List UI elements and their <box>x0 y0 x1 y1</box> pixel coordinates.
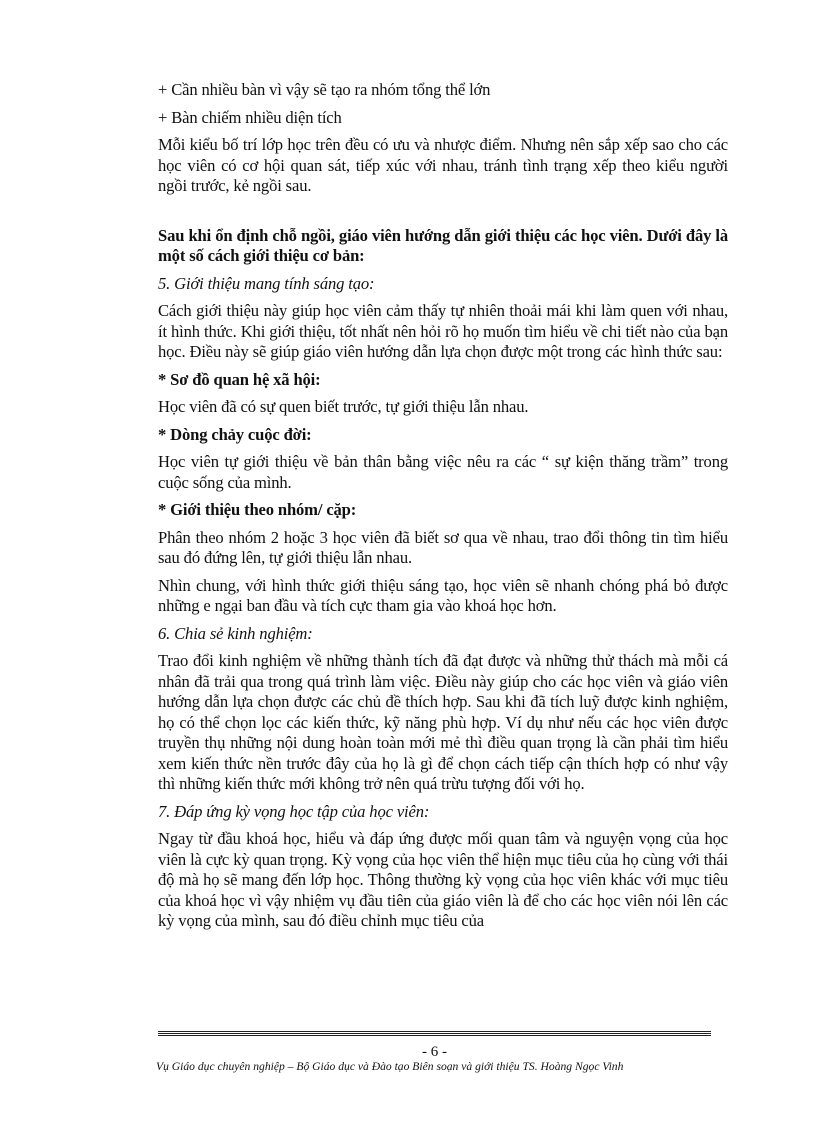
bold-heading: * Sơ đồ quan hệ xã hội: <box>158 369 321 389</box>
page-number: - 6 - <box>422 1044 447 1060</box>
section-heading: 6. Chia sẻ kinh nghiệm: <box>158 623 313 643</box>
paragraph: Học viên đã có sự quen biết trước, tự giới thiệu lẫn nhau. <box>158 397 529 416</box>
section-heading: 7. Đáp ứng kỳ vọng học tập của học viên: <box>158 801 430 821</box>
bold-heading: Sau khi ổn định chỗ ngồi, giáo viên hướng dẫn giới thiệu các học viên. Dưới đây là một số cách giới thiệu cơ bản: <box>158 225 728 265</box>
paragraph: Mỗi kiểu bố trí lớp học trên đều có ưu và nhược điểm. Nhưng nên sắp xếp sao cho các học viên có cơ hội quan sát, tiếp xúc với nhau, tránh tình trạng xếp theo kiểu người ngồi trước, kẻ ngồi sau. <box>158 135 728 195</box>
bold-heading: * Giới thiệu theo nhóm/ cặp: <box>158 500 357 519</box>
footer-credit: Vụ Giáo dục chuyên nghiệp – Bộ Giáo dục và Đào tạo Biên soạn và giới thiệu TS. Hoàng Ngọc Vinh <box>156 1060 624 1073</box>
paragraph: + Bàn chiếm nhiều diện tích <box>158 107 342 127</box>
paragraph: Trao đổi kinh nghiệm về những thành tích đã đạt được và những thử thách mà mỗi cá nhân đã trải qua trong quá trình làm việc. Điều này giúp cho các học viên và giáo viên hướng dẫn lựa chọn được các chủ đề thích hợp. Sau khi đã tích luỹ được kinh nghiệm, họ có thể chọn lọc các kiến thức, kỹ năng phù hợp. Ví dụ như nếu các học viên được truyền thụ những nội dung hoàn toàn mới mẻ thì điều quan trọng là cần phải tìm hiểu xem kiến thức nền trước đây của họ là gì để chọn cách tiếp cận thích hợp có như vậy thì những kiến thức mới không trở nên quá trừu tượng đối với họ. <box>158 651 728 793</box>
bold-heading: * Dòng chảy cuộc đời: <box>158 424 312 444</box>
paragraph: Học viên tự giới thiệu về bản thân bằng việc nêu ra các “ sự kiện thăng trầm” trong cuộc sống của mình. <box>158 452 728 492</box>
paragraph: Cách giới thiệu này giúp học viên cảm thấy tự nhiên thoải mái khi làm quen với nhau, ít hình thức. Khi giới thiệu, tốt nhất nên hỏi rõ họ muốn tìm hiểu về chi tiết nào của bạn học. Điều này sẽ giúp giáo viên hướng dẫn lựa chọn được một trong các hình thức sau: <box>158 301 728 361</box>
section-heading: 5. Giới thiệu mang tính sáng tạo: <box>158 273 375 293</box>
footer-divider <box>158 1031 711 1037</box>
paragraph: Nhìn chung, với hình thức giới thiệu sáng tạo, học viên sẽ nhanh chóng phá bỏ được những e ngại ban đầu và tích cực tham gia vào khoá học hơn. <box>158 575 728 615</box>
document-body <box>158 80 728 939</box>
paragraph: Phân theo nhóm 2 hoặc 3 học viên đã biết sơ qua về nhau, trao đổi thông tin tìm hiểu sau đó đứng lên, tự giới thiệu lẫn nhau. <box>158 527 728 567</box>
paragraph-spacer <box>158 204 728 226</box>
paragraph: + Cần nhiều bàn vì vậy sẽ tạo ra nhóm tổng thể lớn <box>158 80 491 99</box>
paragraph: Ngay từ đầu khoá học, hiểu và đáp ứng được mối quan tâm và nguyện vọng của học viên là cực kỳ quan trọng. Kỳ vọng của học viên thể hiện mục tiêu của họ cùng với thái độ mà họ sẽ mang đến lớp học. Thông thường kỳ vọng của học viên khác với mục tiêu của khoá học vì vậy nhiệm vụ đầu tiên của giáo viên là để cho các học viên nói lên các kỳ vọng của mình, sau đó điều chỉnh mục tiêu của <box>158 829 728 930</box>
